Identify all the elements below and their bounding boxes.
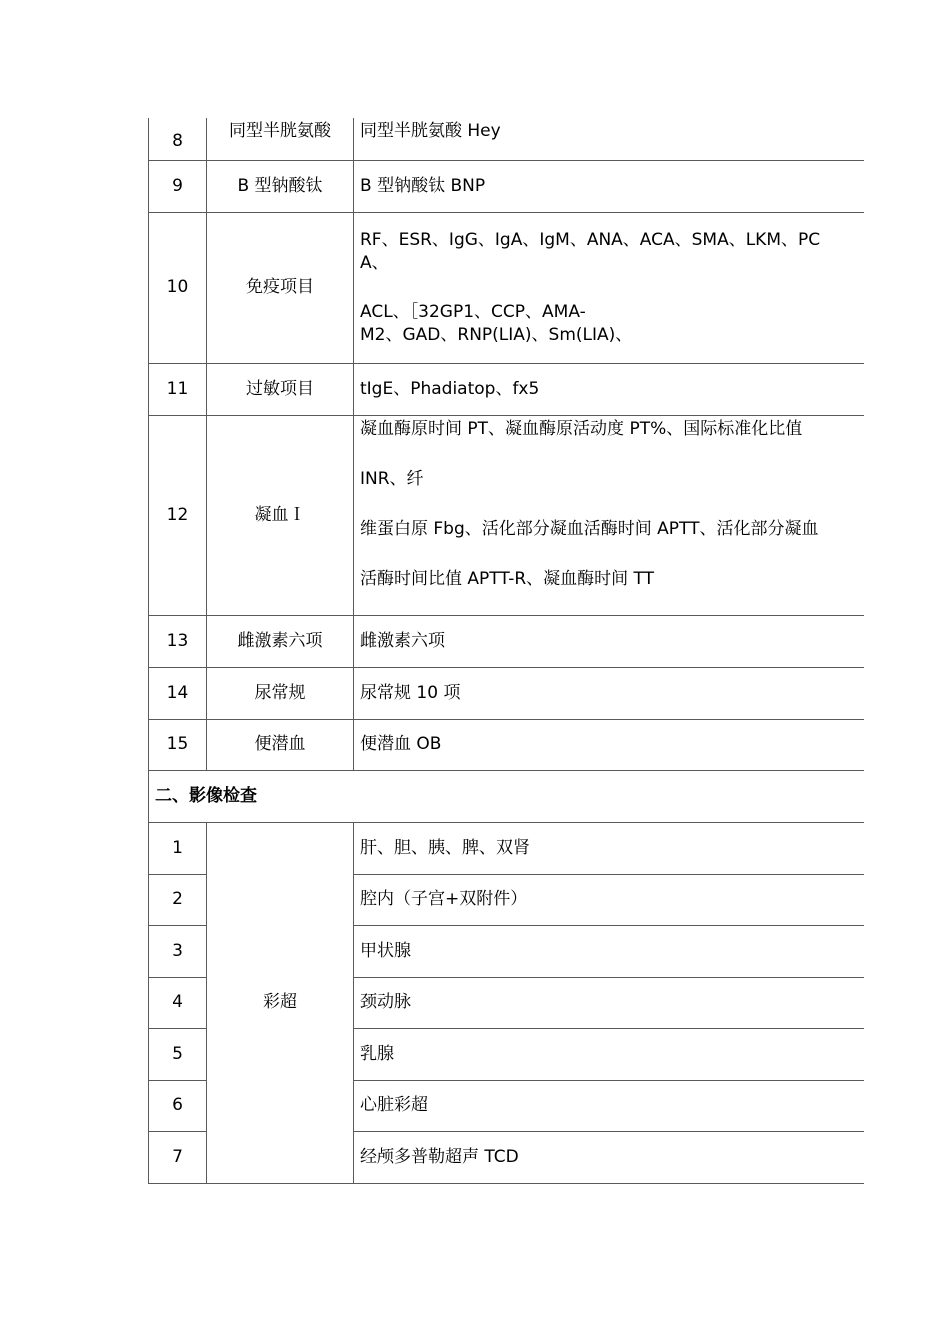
imaging-item: 心脏彩超 [354, 1080, 865, 1131]
row-number: 5 [149, 1028, 207, 1080]
row-number: 9 [149, 160, 207, 212]
item-line: INR、纤 [360, 468, 424, 489]
table-row [149, 160, 865, 212]
row-number: 11 [149, 363, 207, 415]
imaging-item: 颈动脉 [354, 977, 865, 1028]
table-row [149, 363, 865, 415]
item-line: ACL、［32GP1、CCP、AMA- [360, 301, 586, 322]
imaging-item: 肝、胆、胰、脾、双肾 [354, 822, 865, 874]
section-header-row [149, 770, 865, 822]
test-name: 便潜血 [207, 719, 354, 770]
row-number: 13 [149, 615, 207, 667]
row-number: 12 [149, 415, 207, 615]
test-items: tIgE、Phadiatop、fx5 [354, 363, 865, 415]
test-name: 同型半胱氨酸 [207, 118, 354, 160]
test-items [354, 415, 865, 615]
test-name: 凝血Ｉ [207, 415, 354, 615]
imaging-item: 经颅多普勒超声 TCD [354, 1131, 865, 1183]
row-number: 14 [149, 667, 207, 719]
test-name: B 型钠酸钛 [207, 160, 354, 212]
row-number: 7 [149, 1131, 207, 1183]
item-line: A、 [360, 252, 389, 273]
imaging-item: 乳腺 [354, 1028, 865, 1080]
imaging-item: 甲状腺 [354, 925, 865, 977]
test-items: 尿常规 10 项 [354, 667, 865, 719]
row-number: 6 [149, 1080, 207, 1131]
item-line: M2、GAD、RNP(LIA)、Sm(LIA)、 [360, 324, 633, 345]
test-items: 同型半胱氨酸 Hey [354, 118, 865, 160]
table-row [149, 415, 865, 615]
table-row [149, 822, 865, 874]
section-title: 二、影像检查 [149, 770, 865, 822]
test-name: 免疫项目 [207, 212, 354, 363]
table-row [149, 118, 865, 160]
test-items: 雌激素六项 [354, 615, 865, 667]
item-line: 维蛋白原 Fbg、活化部分凝血活酶时间 APTT、活化部分凝血 [360, 518, 819, 539]
row-number: 10 [149, 212, 207, 363]
row-number: 4 [149, 977, 207, 1028]
imaging-item: 腔内（子宫+双附件） [354, 874, 865, 925]
exam-items-table [148, 118, 864, 1184]
test-name: 过敏项目 [207, 363, 354, 415]
item-line: 凝血酶原时间 PT、凝血酶原活动度 PT%、国际标准化比值 [360, 418, 803, 439]
row-number: 3 [149, 925, 207, 977]
test-items: 便潜血 OB [354, 719, 865, 770]
test-items [354, 212, 865, 363]
row-number: 2 [149, 874, 207, 925]
test-items: B 型钠酸钛 BNP [354, 160, 865, 212]
test-name: 尿常规 [207, 667, 354, 719]
row-number: 1 [149, 822, 207, 874]
table-row [149, 615, 865, 667]
test-name: 雌激素六项 [207, 615, 354, 667]
item-line: RF、ESR、IgG、IgA、IgM、ANA、ACA、SMA、LKM、PC [360, 229, 821, 250]
table-row [149, 667, 865, 719]
table-row [149, 719, 865, 770]
row-number: 15 [149, 719, 207, 770]
imaging-group-name: 彩超 [207, 822, 354, 1183]
item-line: 活酶时间比值 APTT-R、凝血酶时间 TT [360, 568, 655, 589]
table-row [149, 212, 865, 363]
row-number: 8 [149, 118, 207, 160]
